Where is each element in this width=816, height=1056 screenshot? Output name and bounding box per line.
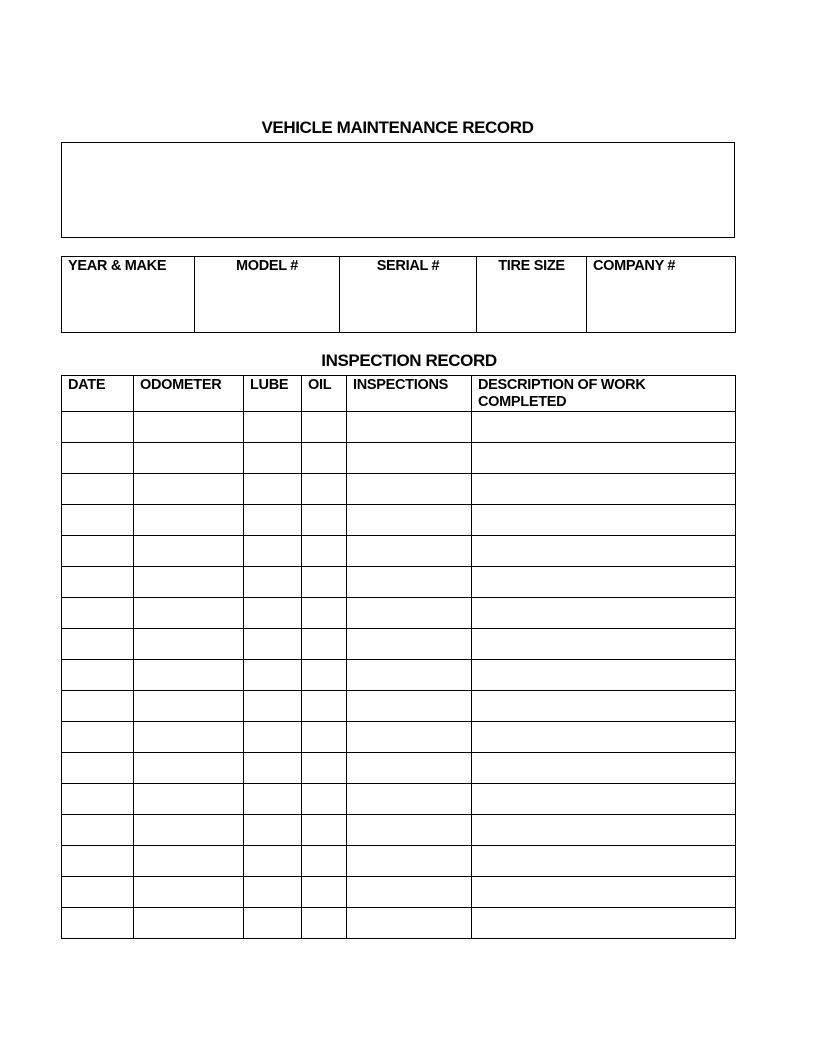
oil-cell[interactable] — [302, 660, 347, 691]
table-row — [62, 815, 736, 846]
oil-cell[interactable] — [302, 722, 347, 753]
date-cell[interactable] — [62, 598, 134, 629]
oil-cell[interactable] — [302, 629, 347, 660]
description-cell[interactable] — [472, 815, 736, 846]
table-row — [62, 908, 736, 939]
lube-cell[interactable] — [244, 660, 302, 691]
table-row — [62, 784, 736, 815]
odometer-cell[interactable] — [134, 815, 244, 846]
date-cell[interactable] — [62, 629, 134, 660]
inspections-cell[interactable] — [347, 412, 472, 443]
oil-cell[interactable] — [302, 598, 347, 629]
odometer-cell[interactable] — [134, 629, 244, 660]
odometer-cell[interactable] — [134, 474, 244, 505]
tire-size-label: TIRE SIZE — [498, 258, 565, 274]
table-row — [62, 536, 736, 567]
oil-cell[interactable] — [302, 784, 347, 815]
table-row — [62, 474, 736, 505]
description-cell[interactable] — [472, 412, 736, 443]
inspections-cell[interactable] — [347, 691, 472, 722]
table-row — [62, 567, 736, 598]
lube-cell[interactable] — [244, 815, 302, 846]
lube-cell[interactable] — [244, 598, 302, 629]
year-make-field[interactable] — [62, 257, 195, 333]
inspections-cell[interactable] — [347, 598, 472, 629]
table-row — [62, 846, 736, 877]
lube-cell[interactable] — [244, 753, 302, 784]
vehicle-info-row — [62, 257, 736, 333]
serial-number-label: SERIAL # — [376, 258, 440, 274]
odometer-cell[interactable] — [134, 412, 244, 443]
inspection-header-row — [62, 376, 736, 412]
table-row — [62, 629, 736, 660]
date-cell[interactable] — [62, 660, 134, 691]
table-row — [62, 443, 736, 474]
table-row — [62, 505, 736, 536]
lube-cell[interactable] — [244, 567, 302, 598]
column-header-oil: OIL — [302, 376, 347, 412]
date-cell[interactable] — [62, 722, 134, 753]
model-number-label: MODEL # — [235, 258, 299, 274]
column-header-odometer: ODOMETER — [134, 376, 244, 412]
oil-cell[interactable] — [302, 536, 347, 567]
oil-cell[interactable] — [302, 443, 347, 474]
table-row — [62, 877, 736, 908]
inspections-cell[interactable] — [347, 753, 472, 784]
odometer-cell[interactable] — [134, 877, 244, 908]
lube-cell[interactable] — [244, 536, 302, 567]
year-make-label: YEAR & MAKE — [68, 258, 167, 274]
lube-cell[interactable] — [244, 722, 302, 753]
description-cell[interactable] — [472, 877, 736, 908]
table-row — [62, 660, 736, 691]
inspections-cell[interactable] — [347, 505, 472, 536]
lube-cell[interactable] — [244, 474, 302, 505]
oil-cell[interactable] — [302, 412, 347, 443]
table-row — [62, 691, 736, 722]
odometer-cell[interactable] — [134, 567, 244, 598]
column-header-description: DESCRIPTION OF WORK COMPLETED — [472, 376, 736, 412]
lube-cell[interactable] — [244, 908, 302, 939]
lube-cell[interactable] — [244, 629, 302, 660]
description-cell[interactable] — [472, 536, 736, 567]
inspection-table-body — [62, 412, 736, 939]
vehicle-info-table — [61, 256, 736, 333]
company-number-field[interactable] — [587, 257, 736, 333]
column-header-date: DATE — [62, 376, 134, 412]
description-cell[interactable] — [472, 784, 736, 815]
date-cell[interactable] — [62, 505, 134, 536]
description-cell[interactable] — [472, 629, 736, 660]
description-cell[interactable] — [472, 722, 736, 753]
company-number-label: COMPANY # — [593, 258, 676, 274]
table-row — [62, 412, 736, 443]
description-cell[interactable] — [472, 505, 736, 536]
odometer-cell[interactable] — [134, 846, 244, 877]
lube-cell[interactable] — [244, 443, 302, 474]
lube-cell[interactable] — [244, 505, 302, 536]
column-header-inspections: INSPECTIONS — [347, 376, 472, 412]
description-cell[interactable] — [472, 908, 736, 939]
column-header-lube: LUBE — [244, 376, 302, 412]
lube-cell[interactable] — [244, 877, 302, 908]
description-cell[interactable] — [472, 474, 736, 505]
odometer-cell[interactable] — [134, 753, 244, 784]
description-cell[interactable] — [472, 598, 736, 629]
odometer-cell[interactable] — [134, 722, 244, 753]
inspections-cell[interactable] — [347, 784, 472, 815]
date-cell[interactable] — [62, 846, 134, 877]
table-row — [62, 753, 736, 784]
oil-cell[interactable] — [302, 474, 347, 505]
date-cell[interactable] — [62, 412, 134, 443]
odometer-cell[interactable] — [134, 784, 244, 815]
date-cell[interactable] — [62, 753, 134, 784]
oil-cell[interactable] — [302, 567, 347, 598]
inspections-cell[interactable] — [347, 536, 472, 567]
tire-size-field[interactable] — [477, 257, 587, 333]
odometer-cell[interactable] — [134, 505, 244, 536]
table-row — [62, 722, 736, 753]
odometer-cell[interactable] — [134, 691, 244, 722]
oil-cell[interactable] — [302, 877, 347, 908]
oil-cell[interactable] — [302, 908, 347, 939]
oil-cell[interactable] — [302, 505, 347, 536]
date-cell[interactable] — [62, 784, 134, 815]
inspections-cell[interactable] — [347, 443, 472, 474]
inspections-cell[interactable] — [347, 815, 472, 846]
date-cell[interactable] — [62, 536, 134, 567]
inspections-cell[interactable] — [347, 846, 472, 877]
lube-cell[interactable] — [244, 784, 302, 815]
description-cell[interactable] — [472, 443, 736, 474]
inspections-cell[interactable] — [347, 474, 472, 505]
oil-cell[interactable] — [302, 691, 347, 722]
inspections-cell[interactable] — [347, 660, 472, 691]
odometer-cell[interactable] — [134, 443, 244, 474]
inspection-record-title: INSPECTION RECORD — [321, 351, 497, 370]
date-cell[interactable] — [62, 877, 134, 908]
description-cell[interactable] — [472, 846, 736, 877]
model-number-field[interactable] — [195, 257, 340, 333]
lube-cell[interactable] — [244, 691, 302, 722]
page-title: VEHICLE MAINTENANCE RECORD — [261, 118, 534, 137]
vehicle-description-box[interactable] — [61, 142, 735, 238]
oil-cell[interactable] — [302, 753, 347, 784]
date-cell[interactable] — [62, 815, 134, 846]
lube-cell[interactable] — [244, 412, 302, 443]
table-row — [62, 598, 736, 629]
oil-cell[interactable] — [302, 815, 347, 846]
date-cell[interactable] — [62, 443, 134, 474]
description-cell[interactable] — [472, 660, 736, 691]
odometer-cell[interactable] — [134, 908, 244, 939]
date-cell[interactable] — [62, 908, 134, 939]
odometer-cell[interactable] — [134, 660, 244, 691]
odometer-cell[interactable] — [134, 598, 244, 629]
description-cell[interactable] — [472, 691, 736, 722]
description-cell[interactable] — [472, 753, 736, 784]
description-cell[interactable] — [472, 567, 736, 598]
lube-cell[interactable] — [244, 846, 302, 877]
serial-number-field[interactable] — [340, 257, 477, 333]
inspection-record-table — [61, 375, 736, 939]
oil-cell[interactable] — [302, 846, 347, 877]
date-cell[interactable] — [62, 691, 134, 722]
inspections-cell[interactable] — [347, 877, 472, 908]
odometer-cell[interactable] — [134, 536, 244, 567]
inspections-cell[interactable] — [347, 908, 472, 939]
date-cell[interactable] — [62, 567, 134, 598]
inspections-cell[interactable] — [347, 567, 472, 598]
inspections-cell[interactable] — [347, 722, 472, 753]
inspections-cell[interactable] — [347, 629, 472, 660]
date-cell[interactable] — [62, 474, 134, 505]
